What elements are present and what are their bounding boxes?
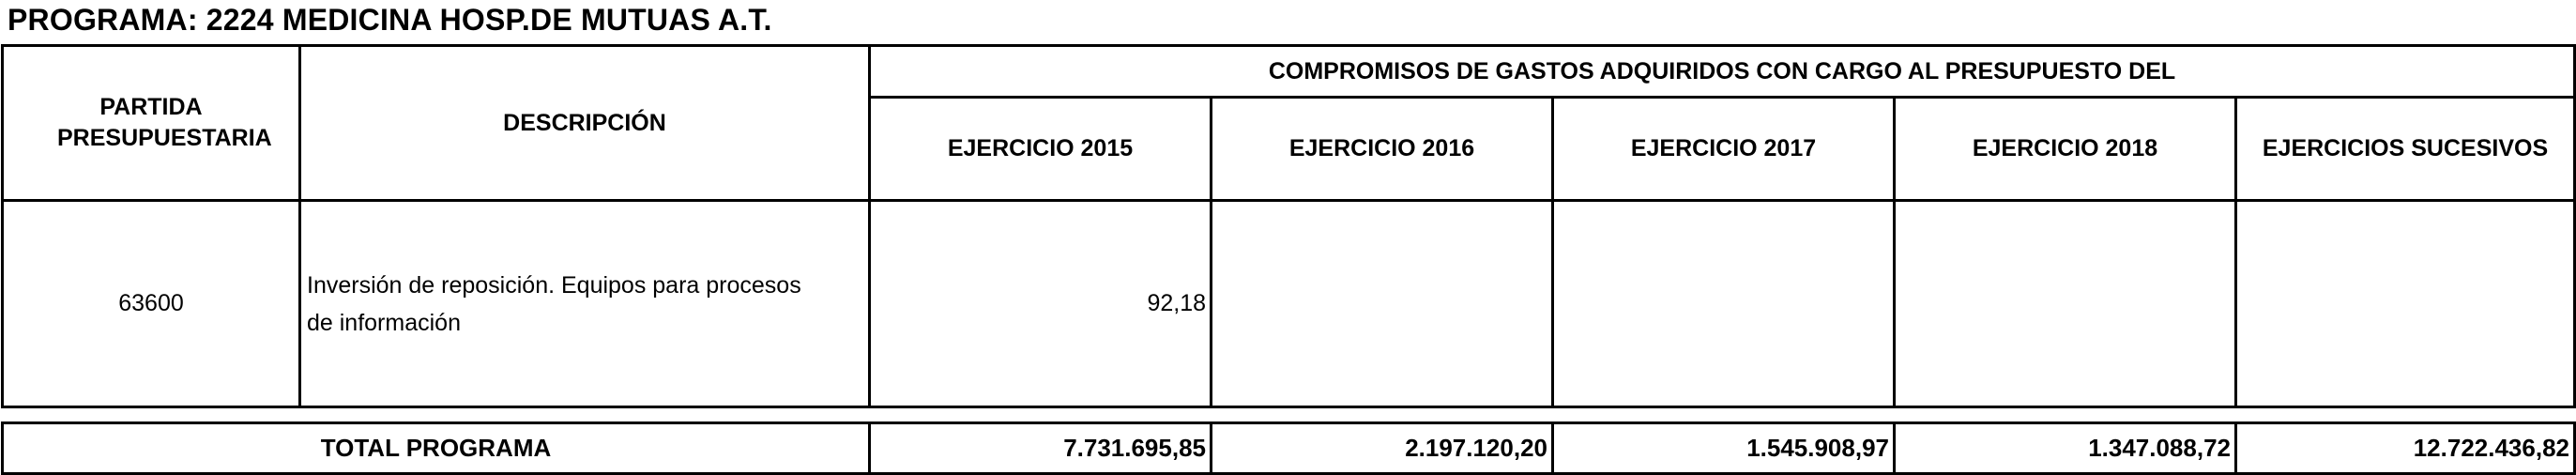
row-value-2015: 92,18: [870, 201, 1212, 407]
header-year-2018: EJERCICIO 2018: [1895, 98, 2236, 201]
row-descripcion: [300, 201, 870, 407]
header-year-sucesivos: EJERCICIOS SUCESIVOS: [2236, 98, 2575, 201]
header-year-2015: EJERCICIO 2015: [870, 98, 1212, 201]
total-row: [3, 423, 2575, 474]
total-value-2015: 7.731.695,85: [870, 423, 1212, 474]
row-descripcion-text: Inversión de reposición. Equipos para procesos de información: [307, 271, 801, 336]
header-partida: [3, 46, 300, 201]
row-partida: 63600: [3, 201, 300, 407]
header-compromisos-group: COMPROMISOS DE GASTOS ADQUIRIDOS CON CARGO AL PRESUPUESTO DEL: [870, 46, 2575, 98]
total-value-2018: 1.347.088,72: [1895, 423, 2236, 474]
total-table: [1, 421, 2576, 475]
total-value-sucesivos: 12.722.436,82: [2236, 423, 2575, 474]
header-partida-label: PARTIDA PRESUPUESTARIA: [57, 94, 272, 151]
total-value-2017: 1.545.908,97: [1553, 423, 1895, 474]
header-descripcion: DESCRIPCIÓN: [300, 46, 870, 201]
header-year-2016: EJERCICIO 2016: [1212, 98, 1553, 201]
row-value-sucesivos: [2236, 201, 2575, 407]
row-value-2016: [1212, 201, 1553, 407]
header-year-2017: EJERCICIO 2017: [1553, 98, 1895, 201]
total-value-2016: 2.197.120,20: [1212, 423, 1553, 474]
program-title: PROGRAMA: 2224 MEDICINA HOSP.DE MUTUAS A.T.: [8, 3, 772, 37]
budget-table: [1, 44, 2576, 408]
table-row: [3, 201, 2575, 407]
row-value-2018: [1895, 201, 2236, 407]
row-value-2017: [1553, 201, 1895, 407]
total-label: TOTAL PROGRAMA: [3, 423, 870, 474]
